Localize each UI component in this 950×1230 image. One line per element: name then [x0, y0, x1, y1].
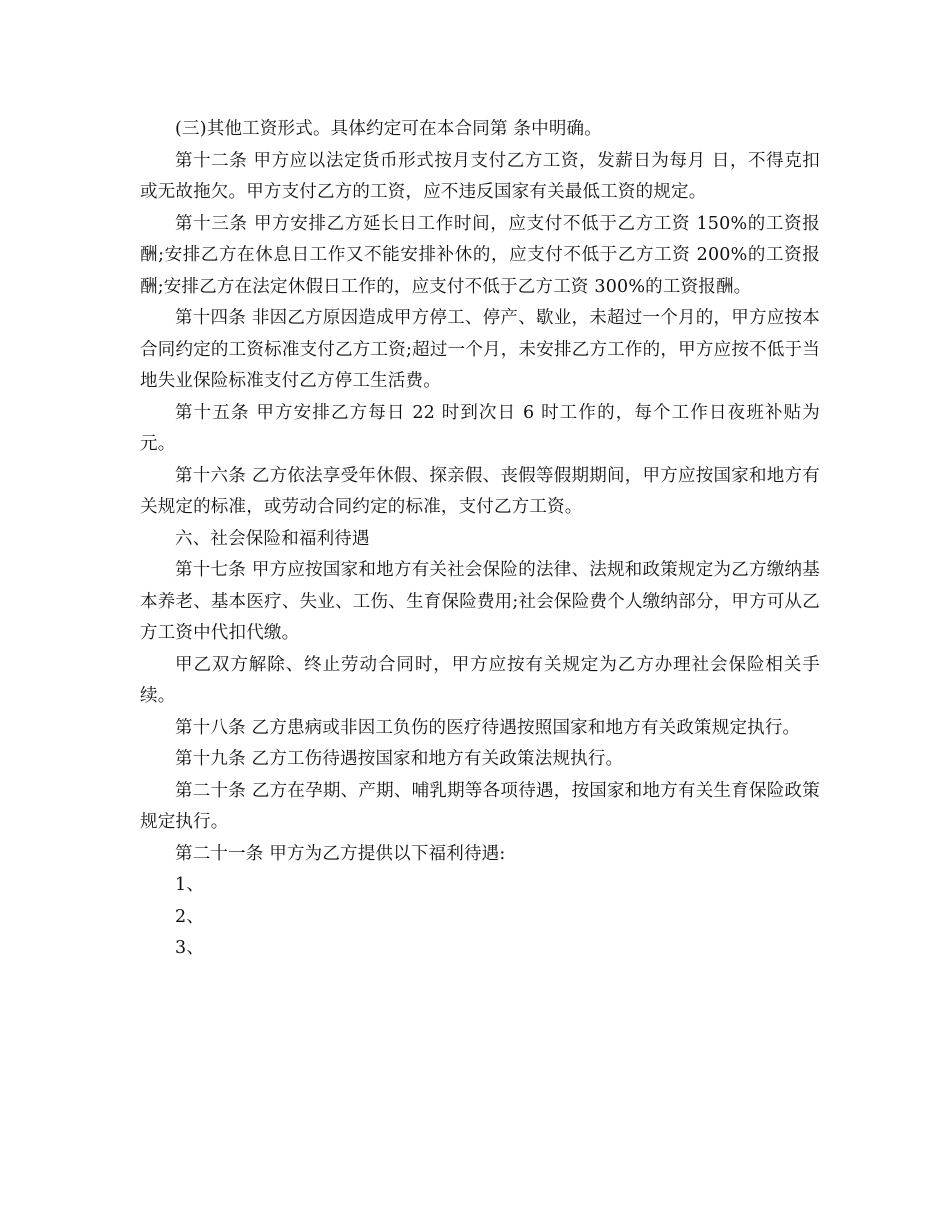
paragraph-article-13: 第十三条 甲方安排乙方延长日工作时间，应支付不低于乙方工资 150%的工资报酬;安排乙方在休息日工作又不能安排补休的，应支付不低于乙方工资 200%的工资报酬;安排乙方在法定休假日工作的，应支付不低于乙方工资 300%的工资报酬。	[140, 213, 820, 297]
section-heading-social-insurance: 六、社会保险和福利待遇	[175, 528, 370, 549]
document-body	[140, 114, 820, 965]
paragraph-termination-insurance: 甲乙双方解除、终止劳动合同时，甲方应按有关规定为乙方办理社会保险相关手续。	[140, 654, 820, 706]
paragraph-article-21: 第二十一条 甲方为乙方提供以下福利待遇:	[175, 843, 506, 864]
paragraph-article-19: 第十九条 乙方工伤待遇按国家和地方有关政策法规执行。	[175, 749, 624, 769]
paragraph-article-18: 第十八条 乙方患病或非因工负伤的医疗待遇按照国家和地方有关政策规定执行。	[175, 717, 801, 738]
paragraph-article-20: 第二十条 乙方在孕期、产期、哺乳期等各项待遇，按国家和地方有关生育保险政策规定执行。	[140, 780, 820, 832]
list-item-3: 3、	[175, 938, 205, 958]
paragraph-article-15: 第十五条 甲方安排乙方每日 22 时到次日 6 时工作的，每个工作日夜班补贴为 元。	[140, 402, 820, 454]
paragraph-other-wage-forms: (三)其他工资形式。具体约定可在本合同第 条中明确。	[175, 119, 602, 139]
paragraph-article-12: 第十二条 甲方应以法定货币形式按月支付乙方工资，发薪日为每月 日，不得克扣或无故拖欠。甲方支付乙方的工资，应不违反国家有关最低工资的规定。	[140, 150, 820, 202]
paragraph-article-17: 第十七条 甲方应按国家和地方有关社会保险的法律、法规和政策规定为乙方缴纳基本养老、基本医疗、失业、工伤、生育保险费用;社会保险费个人缴纳部分，甲方可从乙方工资中代扣代缴。	[140, 560, 820, 643]
list-item-1: 1、	[175, 875, 205, 895]
list-item-2: 2、	[175, 906, 205, 927]
paragraph-article-16: 第十六条 乙方依法享受年休假、探亲假、丧假等假期期间，甲方应按国家和地方有关规定的标准，或劳动合同约定的标准，支付乙方工资。	[140, 465, 820, 517]
paragraph-article-14: 第十四条 非因乙方原因造成甲方停工、停产、歇业，未超过一个月的，甲方应按本合同约定的工资标准支付乙方工资;超过一个月，未安排乙方工作的，甲方应按不低于当地失业保险标准支付乙方停工生活费。	[140, 308, 820, 391]
